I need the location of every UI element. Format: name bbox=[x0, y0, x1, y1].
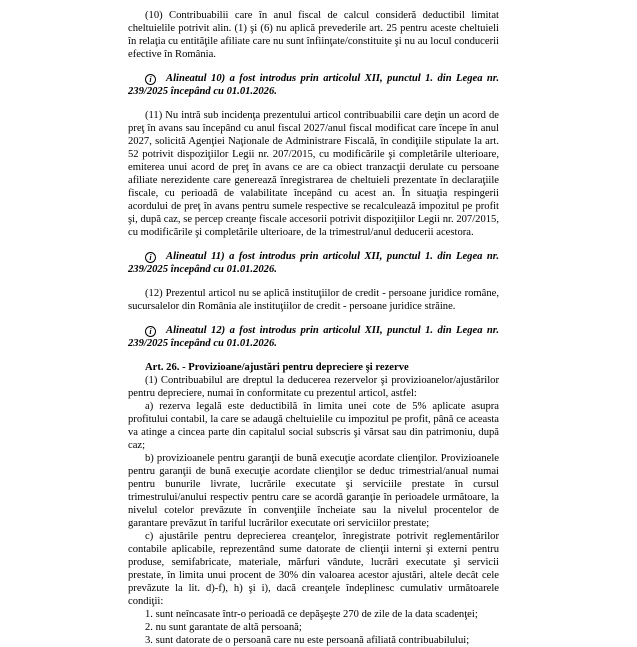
paragraph: a) rezerva legală este deductibilă în limita unei cote de 5% aplicate asupra profitului contabil, la care se adaugă cheltuielile cu impozitul pe profit, până ce aceasta va atinge a cincea parte din capitalul social subscris şi vărsat sau din patrimoniu, după caz; bbox=[128, 401, 499, 451]
info-icon: i bbox=[145, 326, 156, 337]
note-text: Alineatul 11) a fost introdus prin articolul XII, punctul 1. din Legea nr. 239/2025 începând cu 01.01.2026. bbox=[128, 251, 499, 275]
amendment-note bbox=[128, 72, 499, 98]
paragraph: (11) Nu intră sub incidenţa prezentului articol contribuabilii care deţin un acord de preţ în avans sau începând cu anul fiscal 2027/anul fiscal modificat care începe în anul 2027, solicită Agenţiei Naţionale de Administrare Fiscală, în condiţiile stipulate la art. 52 potrivit dispoziţiilor Legii nr. 207/2015, cu modificările şi completările ulterioare, emiterea unui acord de preţ în avans ce are ca obiect tranzacţii derulate cu persoane afiliate nerezidente care generează înregistrarea de cheltuieli prezentate în declaraţiile fiscale, cu perioadă de valabilitate începând cu acest an. În situaţia respingerii acordului de preţ în avans pentru sumele respective se recalculează impozitul pe profit şi, după caz, se percep creanţe fiscale accesorii potrivit dispoziţiilor Legii nr. 207/2015, cu modificările şi completările ulterioare, de la trimestrul/anul deducerii acestora. bbox=[128, 110, 499, 238]
paragraph: b) provizioanele pentru garanţii de bună execuţie acordate clienţilor. Provizioanele pentru garanţii de bună execuţie acordate clienţilor se deduc trimestrial/anual numai pentru bunurile livrate, lucrările executate şi serviciile prestate în cursul trimestrului/anului respectiv pentru care se acordă garanţie în perioadele următoare, la nivelul cotelor prevăzute în convenţiile încheiate sau la nivelul procentelor de garantare prevăzut în tariful lucrărilor executate ori serviciilor prestate; bbox=[128, 453, 499, 529]
note-text: Alineatul 12) a fost introdus prin articolul XII, punctul 1. din Legea nr. 239/2025 începând cu 01.01.2026. bbox=[128, 325, 499, 349]
info-icon: i bbox=[145, 74, 156, 85]
paragraph: (10) Contribuabilii care în anul fiscal de calcul consideră deductibil limitat cheltuielile potrivit alin. (1) şi (6) nu aplică prevederile art. 25 pentru aceste cheltuieli în relaţia cu entităţile afiliate care nu sunt înfiinţate/constituite şi nu au locul conducerii efective în România. bbox=[128, 10, 499, 60]
info-icon: i bbox=[145, 252, 156, 263]
document-body bbox=[128, 9, 499, 647]
article-heading: Art. 26. - Provizioane/ajustări pentru depreciere şi rezerve bbox=[145, 362, 409, 373]
paragraph: (1) Contribuabilul are dreptul la deducerea rezervelor şi provizioanelor/ajustărilor pentru depreciere, numai în conformitate cu prezentul articol, astfel: bbox=[128, 375, 499, 399]
note-text: Alineatul 10) a fost introdus prin articolul XII, punctul 1. din Legea nr. 239/2025 începând cu 01.01.2026. bbox=[128, 73, 499, 97]
list-item: 3. sunt datorate de o persoană care nu este persoană afiliată contribuabilului; bbox=[145, 635, 470, 646]
paragraph: (12) Prezentul articol nu se aplică instituţiilor de credit - persoane juridice române, sucursalelor din România ale instituţiilor de credit - persoane juridice străine. bbox=[128, 288, 499, 312]
list-item: 2. nu sunt garantate de altă persoană; bbox=[145, 622, 302, 633]
amendment-note bbox=[128, 250, 499, 276]
paragraph: c) ajustările pentru deprecierea creanţelor, înregistrate potrivit reglementărilor contabile aplicabile, reprezentând sume datorate de clienţii interni şi externi pentru produse, semifabricate, materiale, mărfuri vândute, lucrări executate şi servicii prestate, în limita unui procent de 30% din valoarea acestor ajustări, altele decât cele prevăzute la lit. d)-f), h) şi i), dacă creanţele îndeplinesc cumulativ următoarele condiţii: bbox=[128, 531, 499, 607]
amendment-note bbox=[128, 324, 499, 350]
list-item: 1. sunt neîncasate într-o perioadă ce depăşeşte 270 de zile de la data scadenţei; bbox=[145, 609, 478, 620]
